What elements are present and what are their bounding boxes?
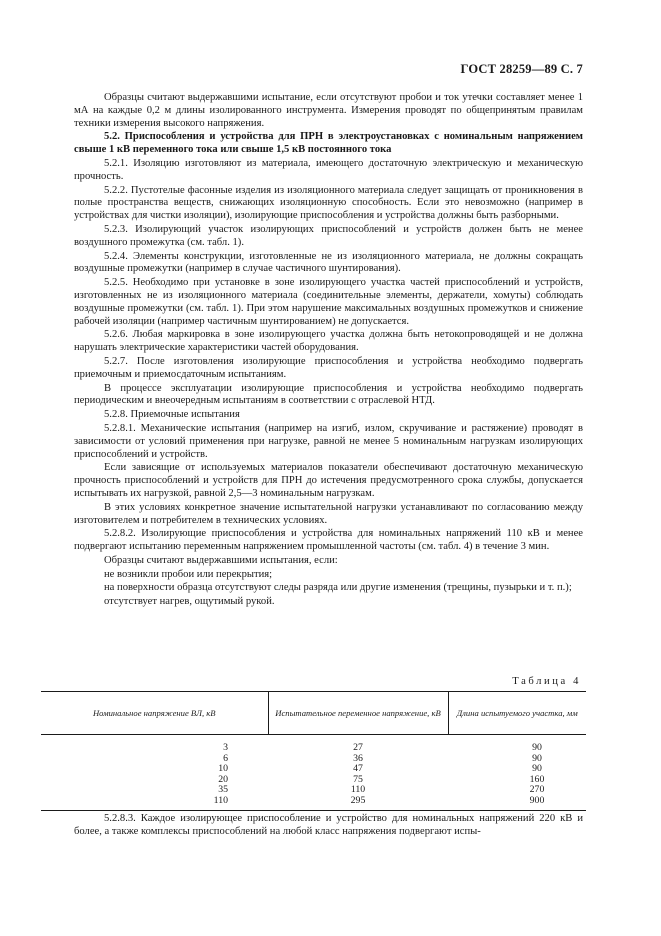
table-cell: 110	[41, 796, 268, 810]
table-header-row	[41, 692, 586, 735]
section-heading: 5.2. Приспособления и устройства для ПРН в электроустановках с номинальным напряжением свыше 1 кВ переменного тока или свыше 1,5 кВ постоянного тока	[74, 131, 583, 156]
table-row	[41, 775, 586, 786]
page-header: ГОСТ 28259—89 С. 7	[460, 62, 583, 76]
table-row	[41, 785, 586, 796]
table-cell: 90	[532, 752, 542, 764]
table-cell: 90	[532, 742, 542, 753]
paragraph: Если зависящие от используемых материалов показатели обеспечивают достаточную механическую прочность приспособлений и устройств для ПРН до истечения предусмотренного срока службы, допускается испытывать их нагрузкой, равной 2,5—3 номинальным нагрузкам.	[74, 462, 583, 499]
table-cell: 270	[529, 784, 545, 796]
paragraph: отсутствует нагрев, ощутимый рукой.	[104, 596, 275, 608]
paragraph-after-table: 5.2.8.3. Каждое изолирующее приспособление и устройство для номинальных напряжений 220 кВ и более, а также комплексы приспособлений на любой класс напряжения подвергают испы-	[74, 813, 583, 837]
table-cell: 90	[532, 763, 542, 775]
paragraph: В этих условиях конкретное значение испытательной нагрузки устанавливают по согласованию между изготовителем и потребителем в технических условиях.	[74, 501, 583, 526]
table-cell: 295	[268, 796, 448, 810]
paragraph: 5.2.8. Приемочные испытания	[104, 409, 240, 421]
table-row	[41, 796, 586, 810]
table-cell: 36	[353, 752, 363, 764]
paragraph: Образцы считают выдержавшими испытание, если отсутствуют пробои и ток утечки составляет менее 1 мА на каждые 0,2 м длины изолированного инструмента. Измерения проводят по общепринятым правилам техники измерения высокого напряжения.	[74, 92, 583, 129]
table-caption: Таблица 4	[512, 676, 581, 687]
table-cell: 75	[353, 773, 363, 785]
table-cell: 20	[218, 773, 228, 785]
table-cell: 160	[529, 773, 545, 785]
table-cell: 27	[353, 742, 363, 753]
paragraph: не возникли пробои или перекрытия;	[104, 568, 273, 580]
table-header-cell: Длина испытуемого участка, мм	[448, 692, 586, 735]
paragraph: 5.2.7. После изготовления изолирующие приспособления и устройства необходимо подвергать приемочным и приемосдаточным испытаниям.	[74, 355, 583, 380]
paragraph: 5.2.2. Пустотелые фасонные изделия из изоляционного материала следует защищать от проникновения в полые пространства веществ, снижающих изоляционную способность. Если это невозможно (например в устройствах для чистки изоляции), изолирующие приспособления и устройства должны быть разборными.	[74, 184, 583, 222]
table-cell: 3	[223, 742, 228, 753]
table-cell: 110	[350, 784, 366, 796]
body-text	[74, 92, 583, 610]
table-cell: 47	[353, 763, 363, 775]
table-cell: 10	[218, 763, 228, 775]
table-row	[41, 764, 586, 775]
table-row	[41, 754, 586, 765]
paragraph: 5.2.1. Изоляцию изготовляют из материала, имеющего достаточную электрическую и механическую прочность.	[74, 157, 583, 182]
table-header-cell: Испытательное переменное напряжение, кВ	[268, 692, 448, 735]
table-header-cell: Номинальное напряжение ВЛ, кВ	[41, 692, 268, 735]
table-cell: 900	[448, 796, 586, 810]
paragraph: на поверхности образца отсутствуют следы разряда или другие изменения (трещины, пузырьки и т. п.);	[104, 582, 572, 594]
paragraph: 5.2.6. Любая маркировка в зоне изолирующего участка должна быть нетокопроводящей и не должна нарушать электрические характеристики частей оборудования.	[74, 329, 583, 354]
paragraph: 5.2.3. Изолирующий участок изолирующих приспособлений и устройств должен быть не менее воздушного промежутка (см. табл. 1).	[74, 223, 583, 248]
paragraph: 5.2.8.2. Изолирующие приспособления и устройства для номинальных напряжений 110 кВ и менее подвергают испытанию переменным напряжением промышленной частоты (см. табл. 4) в течение 3 мин.	[74, 528, 583, 553]
paragraph: 5.2.4. Элементы конструкции, изготовленные не из изоляционного материала, не должны сокращать воздушные промежутки (например в случае частичного шунтирования).	[74, 250, 583, 275]
paragraph: В процессе эксплуатации изолирующие приспособления и устройства необходимо подвергать периодическим и внеочередным испытаниям в соответствии с отраслевой НТД.	[74, 382, 583, 407]
table-4	[41, 691, 586, 811]
paragraph: 5.2.5. Необходимо при установке в зоне изолирующего участка частей приспособлений и устройств, изготовленных не из изоляционного материала (соединительные элементы, держатели, хомуты) соблюдать воздушные промежутки (см. табл. 1). При этом нарушение максимальных воздушных промежутков и снижение рабочей изоляции (например частичным шунтированием) не допускается.	[74, 277, 583, 327]
paragraph: Образцы считают выдержавшими испытания, если:	[104, 554, 338, 566]
paragraph: 5.2.8.1. Механические испытания (например на изгиб, излом, скручивание и растяжение) проводят в зависимости от условий применения при нагрузке, равной не менее 5 номинальным нагрузкам изолирующих приспособлений и устройств.	[74, 422, 583, 460]
table-row	[41, 735, 586, 754]
table-cell: 35	[218, 784, 228, 796]
table-cell: 6	[223, 752, 228, 764]
